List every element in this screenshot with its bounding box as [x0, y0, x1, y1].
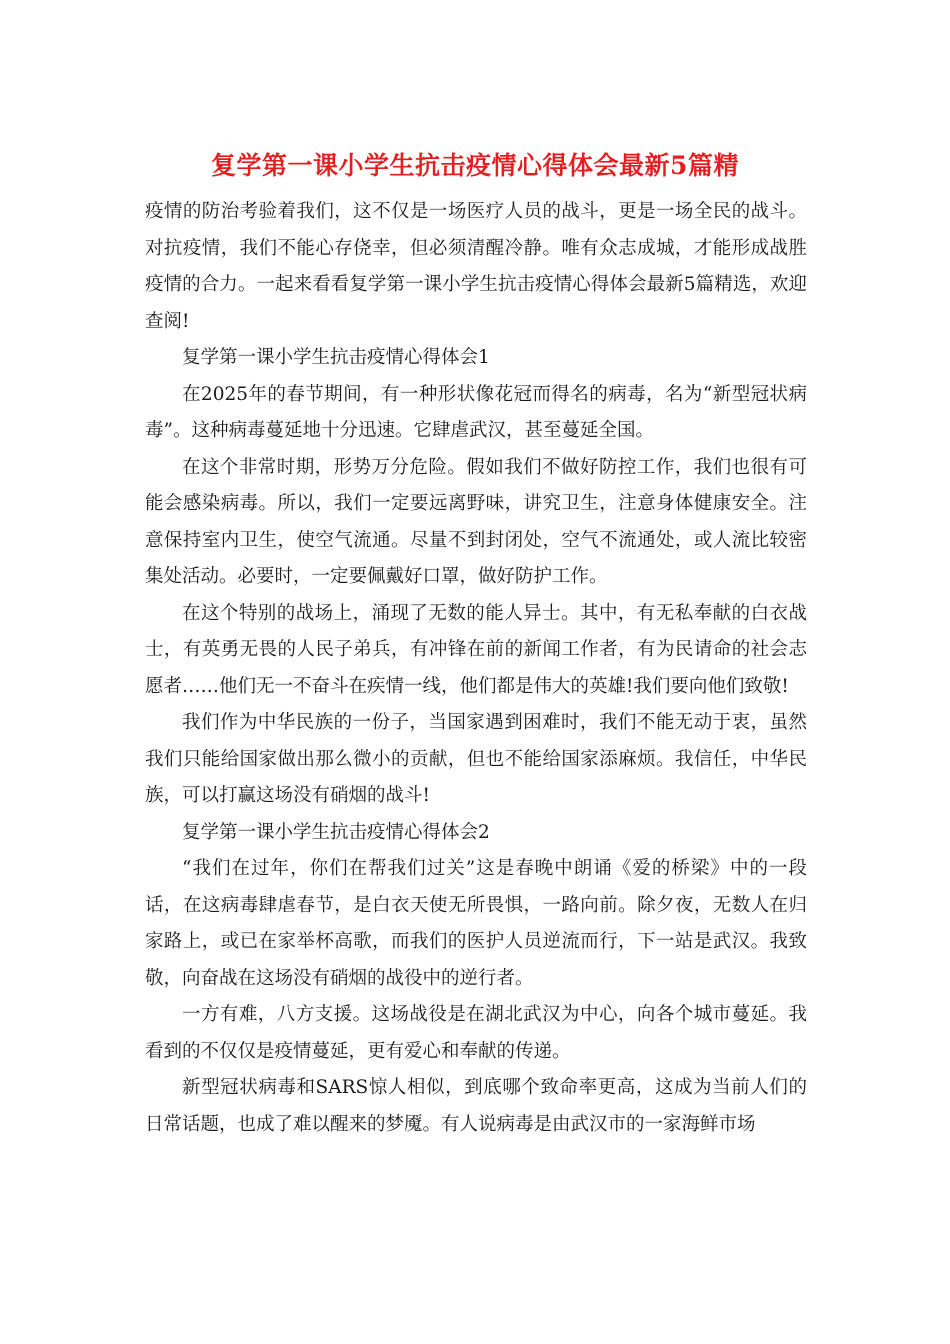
section-2-paragraph: 一方有难，八方支援。这场战役是在湖北武汉为中心，向各个城市蔓延。我看到的不仅仅是疫情蔓延，更有爱心和奉献的传递。: [145, 1004, 807, 1062]
section-2-paragraph: 新型冠状病毒和SARS惊人相似，到底哪个致命率更高，这成为当前人们的日常话题，也成了难以醒来的梦魇。有人说病毒是由武汉市的一家海鲜市场: [145, 1077, 807, 1135]
document-body: [145, 194, 807, 1143]
section-1-paragraph: 在这个特别的战场上，涌现了无数的能人异士。其中，有无私奉献的白衣战士，有英勇无畏的人民子弟兵，有冲锋在前的新闻工作者，有为民请命的社会志愿者……他们无一不奋斗在疾情一线，他们都是伟大的英雄!我们要向他们致敬!: [145, 602, 807, 697]
section-1-paragraph: 在这个非常时期，形势万分危险。假如我们不做好防控工作，我们也很有可能会感染病毒。所以，我们一定要远离野味，讲究卫生，注意身体健康安全。注意保持室内卫生，使空气流通。尽量不到封闭处，空气不流通处，或人流比较密集处活动。必要时，一定要佩戴好口罩，做好防护工作。: [145, 456, 807, 587]
intro-paragraph: 疫情的防治考验着我们，这不仅是一场医疗人员的战斗，更是一场全民的战斗。对抗疫情，我们不能心存侥幸，但必须清醒冷静。唯有众志成城，才能形成战胜疫情的合力。一起来看看复学第一课小学生抗击疫情心得体会最新5篇精选，欢迎查阅!: [145, 201, 807, 332]
document-title: 复学第一课小学生抗击疫情心得体会最新5篇精: [211, 151, 739, 180]
section-2-paragraph: “我们在过年，你们在帮我们过关”这是春晚中朗诵《爱的桥梁》中的一段话，在这病毒肆虐春节，是白衣天使无所畏惧，一路向前。除夕夜，无数人在归家路上，或已在家举杯高歌，而我们的医护人员逆流而行，下一站是武汉。我致敬，向奋战在这场没有硝烟的战役中的逆行者。: [145, 858, 807, 989]
section-2-heading: 复学第一课小学生抗击疫情心得体会2: [182, 821, 490, 843]
section-1-heading: 复学第一课小学生抗击疫情心得体会1: [182, 347, 490, 368]
section-1-paragraph: 在2025年的春节期间，有一种形状像花冠而得名的病毒，名为“新型冠状病毒”。这种病毒蔓延地十分迅速。它肆虐武汉，甚至蔓延全国。: [145, 383, 807, 441]
section-1-paragraph: 我们作为中华民族的一份子，当国家遇到困难时，我们不能无动于衷，虽然我们只能给国家做出那么微小的贡献，但也不能给国家添麻烦。我信任，中华民族，可以打赢这场没有硝烟的战斗!: [145, 712, 807, 806]
